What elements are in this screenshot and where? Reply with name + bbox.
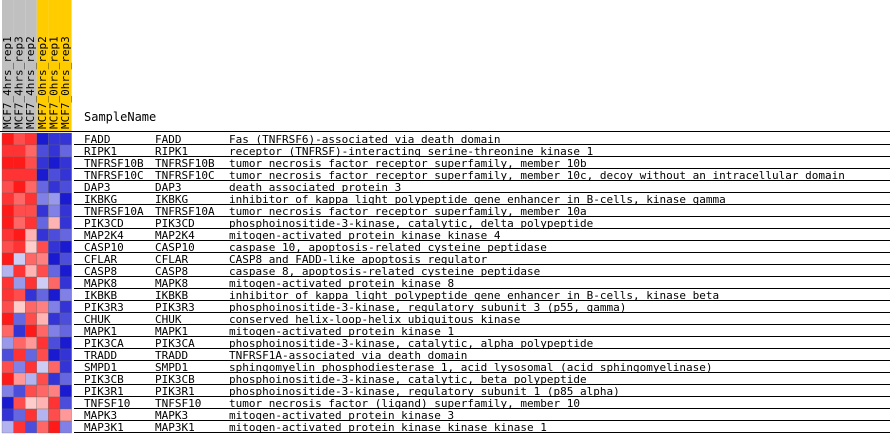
row-gene-symbol: MAPK8 — [155, 277, 189, 290]
row-probe-label: PIK3CD — [84, 217, 124, 230]
row-gene-symbol: CHUK — [155, 313, 182, 326]
row-probe-label: MAPK1 — [84, 325, 118, 338]
heatmap-cell — [2, 301, 14, 313]
heatmap-cell — [37, 409, 49, 421]
row-gene-symbol: PIK3CB — [155, 373, 195, 386]
row-description: Fas (TNFRSF6)-associated via death domain — [229, 133, 501, 146]
heatmap-cell — [37, 145, 49, 157]
heatmap-cell — [2, 229, 14, 241]
row-gene-symbol: MAPK1 — [155, 325, 189, 338]
heatmap-cell — [25, 157, 37, 169]
row-probe-label: CHUK — [84, 313, 111, 326]
row-gene-symbol: CASP10 — [155, 241, 195, 254]
heatmap-cell — [14, 217, 26, 229]
heatmap-cell — [60, 277, 72, 289]
heatmap-cell — [60, 193, 72, 205]
heatmap-cell — [14, 253, 26, 265]
row-description: phosphoinositide-3-kinase, catalytic, delta polypeptide — [229, 217, 594, 230]
row-description: CASP8 and FADD-like apoptosis regulator — [229, 253, 488, 266]
row-description: caspase 10, apoptosis-related cysteine peptidase — [229, 241, 547, 254]
heatmap-cell — [48, 373, 60, 385]
heatmap-cell — [37, 205, 49, 217]
heatmap-cell — [48, 193, 60, 205]
heatmap-cell — [48, 145, 60, 157]
row-description: sphingomyelin phosphodiesterase 1, acid lysosomal (acid sphingomyelinase) — [229, 361, 713, 374]
heatmap-cell — [37, 193, 49, 205]
heatmap-cell — [48, 325, 60, 337]
heatmap-cell — [25, 349, 37, 361]
heatmap-cell — [25, 193, 37, 205]
row-probe-label: RIPK1 — [84, 145, 118, 158]
heatmap-cell — [60, 361, 72, 373]
row-probe-label: MAPK8 — [84, 277, 118, 290]
row-gene-symbol: MAP3K1 — [155, 421, 195, 434]
row-gene-symbol: RIPK1 — [155, 145, 189, 158]
row-probe-label: PIK3R3 — [84, 301, 124, 314]
heatmap-cell — [2, 373, 14, 385]
row-probe-label: CASP10 — [84, 241, 124, 254]
row-gene-symbol: DAP3 — [155, 181, 182, 194]
heatmap-cell — [60, 421, 72, 433]
heatmap-cell — [37, 301, 49, 313]
heatmap-cells — [2, 133, 72, 433]
heatmap-cell — [25, 337, 37, 349]
heatmap-cell — [2, 361, 14, 373]
row-probe-label: FADD — [84, 133, 111, 146]
heatmap-cell — [2, 253, 14, 265]
heatmap-cell — [48, 277, 60, 289]
row-description: mitogen-activated protein kinase kinase kinase 1 — [229, 421, 547, 434]
sample-name-header: SampleName — [84, 110, 157, 124]
heatmap-cell — [25, 181, 37, 193]
row-probe-label: SMPD1 — [84, 361, 118, 374]
row-description: inhibitor of kappa light polypeptide gene enhancer in B-cells, kinase beta — [229, 289, 720, 302]
heatmap-cell — [37, 277, 49, 289]
heatmap-cell — [2, 277, 14, 289]
heatmap-cell — [60, 157, 72, 169]
heatmap-cell — [25, 397, 37, 409]
row-description: caspase 8, apoptosis-related cysteine peptidase — [229, 265, 541, 278]
heatmap-cell — [48, 157, 60, 169]
heatmap-cell — [2, 169, 14, 181]
heatmap-cell — [48, 337, 60, 349]
heatmap-cell — [14, 301, 26, 313]
row-gene-symbol: PIK3CA — [155, 337, 195, 350]
row-probe-label: TNFSF10 — [84, 397, 131, 410]
row-description: mitogen-activated protein kinase 1 — [229, 325, 455, 338]
heatmap-cell — [37, 337, 49, 349]
heatmap-cell — [25, 409, 37, 421]
heatmap-cell — [48, 301, 60, 313]
row-probe-label: TRADD — [84, 349, 118, 362]
heatmap-cell — [2, 289, 14, 301]
heatmap-cell — [60, 253, 72, 265]
heatmap-cell — [25, 385, 37, 397]
heatmap-cell — [48, 265, 60, 277]
heatmap-cell — [60, 217, 72, 229]
row-probe-label: TNFRSF10A — [84, 205, 144, 218]
row-probe-label: CFLAR — [84, 253, 118, 266]
heatmap-cell — [48, 181, 60, 193]
heatmap-cell — [48, 397, 60, 409]
row-description: TNFRSF1A-associated via death domain — [229, 349, 468, 362]
heatmap-cell — [48, 409, 60, 421]
row-probe-label: PIK3R1 — [84, 385, 124, 398]
heatmap-cell — [37, 133, 49, 145]
heatmap-cell — [14, 289, 26, 301]
heatmap-cell — [14, 229, 26, 241]
heatmap-cell — [48, 229, 60, 241]
heatmap-cell — [14, 409, 26, 421]
row-gene-symbol: MAPK3 — [155, 409, 189, 422]
heatmap-cell — [60, 181, 72, 193]
row-labels — [74, 133, 890, 434]
heatmap-cell — [14, 421, 26, 433]
heatmap-cell — [48, 349, 60, 361]
heatmap-cell — [25, 253, 37, 265]
row-description: receptor (TNFRSF)-interacting serine-threonine kinase 1 — [229, 145, 594, 158]
heatmap-cell — [25, 277, 37, 289]
row-description: phosphoinositide-3-kinase, regulatory subunit 1 (p85 alpha) — [229, 385, 620, 398]
heatmap-cell — [37, 325, 49, 337]
heatmap-cell — [37, 373, 49, 385]
heatmap-cell — [14, 145, 26, 157]
heatmap-cell — [25, 421, 37, 433]
heatmap-cell — [48, 241, 60, 253]
heatmap-cell — [2, 217, 14, 229]
heatmap-cell — [60, 205, 72, 217]
heatmap-cell — [2, 325, 14, 337]
heatmap-cell — [37, 349, 49, 361]
heatmap-cell — [14, 397, 26, 409]
row-probe-label: IKBKG — [84, 193, 118, 206]
heatmap-cell — [60, 325, 72, 337]
heatmap-cell — [2, 157, 14, 169]
heatmap-cell — [48, 421, 60, 433]
heatmap-cell — [60, 385, 72, 397]
row-probe-label: TNFRSF10C — [84, 169, 144, 182]
row-probe-label: MAP2K4 — [84, 229, 124, 242]
heatmap-cell — [2, 397, 14, 409]
column-label: MCF7_0hrs_rep2 — [35, 36, 49, 129]
heatmap-cell — [60, 169, 72, 181]
row-gene-symbol: PIK3R3 — [155, 301, 195, 314]
heatmap-cell — [25, 289, 37, 301]
heatmap-cell — [14, 349, 26, 361]
heatmap-cell — [60, 409, 72, 421]
heatmap-cell — [60, 241, 72, 253]
heatmap-cell — [25, 205, 37, 217]
heatmap-cell — [60, 229, 72, 241]
heatmap-cell — [60, 397, 72, 409]
heatmap-cell — [2, 133, 14, 145]
heatmap-cell — [48, 169, 60, 181]
heatmap-cell — [14, 361, 26, 373]
heatmap-cell — [48, 289, 60, 301]
heatmap-cell — [60, 289, 72, 301]
heatmap-cell — [25, 241, 37, 253]
heatmap-cell — [14, 193, 26, 205]
heatmap-cell — [37, 265, 49, 277]
heatmap-cell — [25, 217, 37, 229]
heatmap-cell — [37, 397, 49, 409]
row-description: mitogen-activated protein kinase 3 — [229, 409, 455, 422]
heatmap-cell — [60, 313, 72, 325]
heatmap-cell — [37, 385, 49, 397]
heatmap-cell — [14, 241, 26, 253]
heatmap-cell — [14, 313, 26, 325]
row-gene-symbol: IKBKG — [155, 193, 189, 206]
row-description: phosphoinositide-3-kinase, catalytic, beta polypeptide — [229, 373, 587, 386]
heatmap-cell — [60, 349, 72, 361]
heatmap-cell — [48, 217, 60, 229]
heatmap-cell — [2, 181, 14, 193]
row-description: tumor necrosis factor receptor superfamily, member 10b — [229, 157, 587, 170]
row-gene-symbol: PIK3CD — [155, 217, 195, 230]
heatmap-cell — [37, 169, 49, 181]
heatmap-cell — [37, 157, 49, 169]
heatmap-cell — [48, 313, 60, 325]
heatmap-cell — [37, 313, 49, 325]
heatmap-cell — [48, 385, 60, 397]
heatmap-cell — [60, 133, 72, 145]
heatmap-cell — [14, 133, 26, 145]
row-probe-label: MAPK3 — [84, 409, 118, 422]
heatmap-cell — [25, 301, 37, 313]
heatmap-cell — [14, 277, 26, 289]
heatmap-cell — [48, 361, 60, 373]
heatmap-cell — [14, 157, 26, 169]
column-label: MCF7_4hrs_rep2 — [24, 36, 38, 129]
row-probe-label: MAP3K1 — [84, 421, 124, 434]
column-label: MCF7_0hrs_rep1 — [47, 36, 61, 129]
heatmap-cell — [2, 349, 14, 361]
row-probe-label: TNFRSF10B — [84, 157, 144, 170]
row-gene-symbol: MAP2K4 — [155, 229, 195, 242]
heatmap-cell — [14, 385, 26, 397]
heatmap-cell — [2, 409, 14, 421]
heatmap-cell — [60, 337, 72, 349]
column-label: MCF7_4hrs_rep1 — [1, 36, 14, 129]
heatmap-cell — [60, 301, 72, 313]
heatmap-cell — [14, 337, 26, 349]
row-description: mitogen-activated protein kinase kinase 4 — [229, 229, 501, 242]
heatmap-cell — [25, 229, 37, 241]
row-gene-symbol: FADD — [155, 133, 182, 146]
heatmap-cell — [14, 205, 26, 217]
row-probe-label: PIK3CB — [84, 373, 124, 386]
heatmap-cell — [25, 373, 37, 385]
row-description: tumor necrosis factor receptor superfamily, member 10c, decoy without an intracellular domain — [229, 169, 845, 182]
heatmap-cell — [37, 289, 49, 301]
heatmap-cell — [2, 313, 14, 325]
row-gene-symbol: TNFRSF10B — [155, 157, 215, 170]
row-gene-symbol: CASP8 — [155, 265, 189, 278]
row-probe-label: DAP3 — [84, 181, 111, 194]
row-gene-symbol: IKBKB — [155, 289, 189, 302]
heatmap-cell — [37, 229, 49, 241]
row-description: phosphoinositide-3-kinase, regulatory subunit 3 (p55, gamma) — [229, 301, 627, 314]
row-gene-symbol: SMPD1 — [155, 361, 189, 374]
heatmap-cell — [25, 145, 37, 157]
heatmap-cell — [2, 193, 14, 205]
heatmap-cell — [37, 241, 49, 253]
heatmap-cell — [2, 145, 14, 157]
heatmap-cell — [2, 337, 14, 349]
heatmap-cell — [25, 313, 37, 325]
heatmap-cell — [48, 205, 60, 217]
heatmap-cell — [37, 253, 49, 265]
row-description: phosphoinositide-3-kinase, catalytic, alpha polypeptide — [229, 337, 594, 350]
heatmap-cell — [14, 181, 26, 193]
row-probe-label: PIK3CA — [84, 337, 124, 350]
column-label: MCF7_4hrs_rep3 — [12, 36, 26, 129]
row-gene-symbol: CFLAR — [155, 253, 189, 266]
heatmap-cell — [25, 361, 37, 373]
heatmap-cell — [60, 265, 72, 277]
row-gene-symbol: TNFRSF10C — [155, 169, 215, 182]
heatmap-cell — [37, 181, 49, 193]
heatmap-cell — [14, 169, 26, 181]
row-gene-symbol: TNFRSF10A — [155, 205, 215, 218]
row-description: tumor necrosis factor receptor superfamily, member 10a — [229, 205, 587, 218]
heatmap-cell — [2, 205, 14, 217]
heatmap-cell — [48, 253, 60, 265]
row-description: death associated protein 3 — [229, 181, 402, 194]
row-gene-symbol: TRADD — [155, 349, 189, 362]
heatmap-cell — [25, 133, 37, 145]
row-gene-symbol: PIK3R1 — [155, 385, 195, 398]
heatmap-cell — [25, 169, 37, 181]
heatmap-cell — [37, 217, 49, 229]
heatmap-cell — [14, 325, 26, 337]
row-description: tumor necrosis factor (ligand) superfamily, member 10 — [229, 397, 580, 410]
heatmap-cell — [14, 373, 26, 385]
row-probe-label: CASP8 — [84, 265, 118, 278]
row-probe-label: IKBKB — [84, 289, 118, 302]
heatmap-cell — [2, 385, 14, 397]
heatmap-cell — [60, 145, 72, 157]
row-description: mitogen-activated protein kinase 8 — [229, 277, 455, 290]
column-label: MCF7_0hrs_rep3 — [59, 36, 72, 129]
row-gene-symbol: TNFSF10 — [155, 397, 202, 410]
heatmap-cell — [48, 133, 60, 145]
heatmap-cell — [37, 421, 49, 433]
heatmap-cell — [37, 361, 49, 373]
heatmap-cell — [25, 265, 37, 277]
heatmap-cell — [60, 373, 72, 385]
heatmap-cell — [2, 241, 14, 253]
heatmap-cell — [2, 421, 14, 433]
heatmap-cell — [2, 265, 14, 277]
heatmap-cell — [14, 265, 26, 277]
row-description: inhibitor of kappa light polypeptide gene enhancer in B-cells, kinase gamma — [229, 193, 726, 206]
row-description: conserved helix-loop-helix ubiquitous kinase — [229, 313, 521, 326]
heatmap-cell — [25, 325, 37, 337]
